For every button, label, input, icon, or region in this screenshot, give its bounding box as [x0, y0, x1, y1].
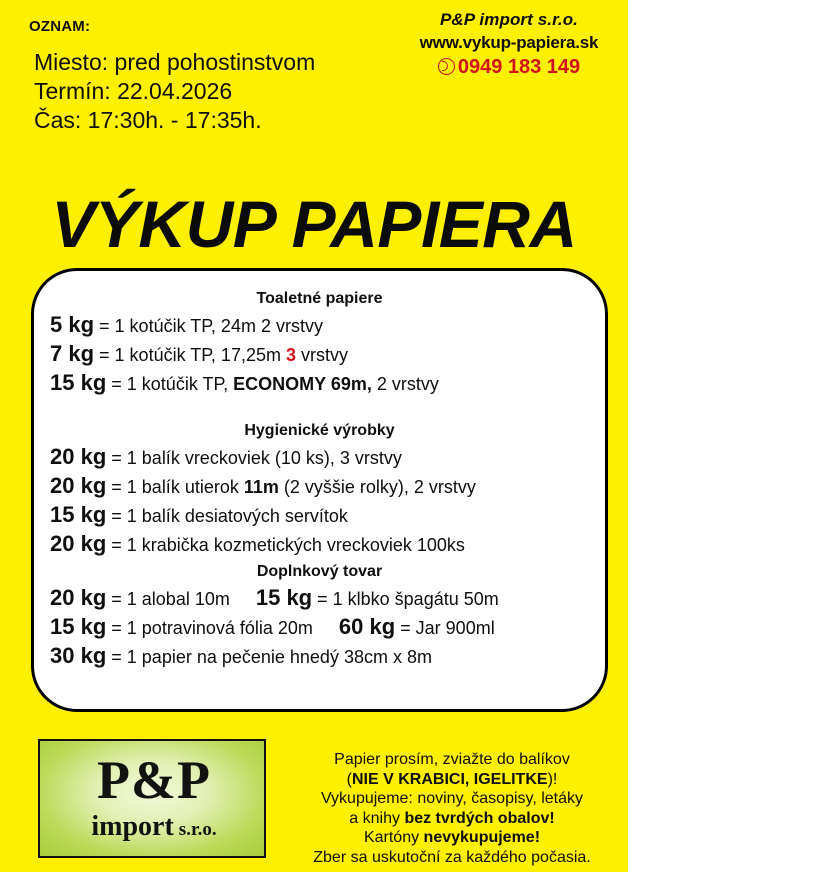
- footer-emphasis: nevykupujeme!: [423, 829, 541, 847]
- footer-line-2: [278, 789, 626, 809]
- phone-in-circle-icon: [438, 58, 455, 75]
- footer-text: Zber sa uskutoční za každého počasia.: [313, 848, 591, 866]
- rate-emphasis: 11m: [243, 477, 279, 497]
- rate-description: 2 vrstvy: [371, 374, 439, 394]
- rate-list-extra: [34, 584, 605, 671]
- footer-line-3: [278, 809, 626, 829]
- rate-row: [34, 642, 605, 671]
- rate-row: [34, 443, 605, 472]
- rate-list-toilet: [34, 311, 605, 398]
- footer-line-1: [278, 770, 626, 790]
- rate-description: = 1 balík utierok: [106, 477, 244, 497]
- rate-weight: 15 kg: [50, 502, 107, 527]
- rate-weight: 5 kg: [50, 312, 95, 337]
- footer-emphasis: bez tvrdých obalov!: [404, 809, 555, 827]
- section-heading-toilet: Toaletné papiere: [256, 290, 383, 307]
- rate-row: [34, 613, 605, 642]
- footer-text: Kartóny: [363, 829, 424, 847]
- rate-description: = 1 kotúčik TP,: [106, 374, 234, 394]
- logo-legal-suffix: s.r.o.: [178, 819, 217, 840]
- rate-weight: 15 kg: [50, 370, 107, 395]
- logo-subtitle: [40, 811, 268, 843]
- rate-emphasis: ECONOMY 69m,: [233, 374, 372, 394]
- footer-text: Papier prosím, zviažte do balíkov: [334, 751, 570, 768]
- rate-description: = 1 balík desiatových servítok: [106, 506, 348, 526]
- rate-weight: 60 kg: [338, 614, 396, 639]
- company-website: www.vykup-papiera.sk: [419, 33, 599, 52]
- rate-weight: 20 kg: [50, 585, 107, 610]
- rate-description: = 1 klbko špagátu 50m: [312, 589, 499, 609]
- footer-text: a knihy: [349, 809, 405, 827]
- rate-description: = Jar 900ml: [395, 618, 495, 638]
- footer-text: Vykupujeme: noviny, časopisy, letáky: [320, 790, 584, 808]
- company-contact-block: [390, 10, 628, 79]
- rate-weight: 20 kg: [50, 531, 107, 556]
- event-line-2: Čas: 17:30h. - 17:35h.: [34, 107, 262, 133]
- rate-weight: 7 kg: [50, 341, 95, 366]
- rate-weight: 15 kg: [50, 614, 107, 639]
- logo-wordmark: P&P: [97, 750, 211, 810]
- rate-description: (2 vyššie rolky), 2 vrstvy: [278, 477, 476, 497]
- rate-description: = 1 kotúčik TP, 24m 2 vrstvy: [94, 316, 323, 336]
- footer-text: (: [346, 770, 352, 788]
- rate-description: = 1 balík vreckoviek (10 ks), 3 vrstvy: [106, 448, 402, 468]
- footer-line-0: [278, 750, 626, 770]
- company-phone-row: [390, 56, 628, 79]
- event-line-1: Termín: 22.04.2026: [34, 78, 233, 104]
- rate-row: [34, 530, 605, 559]
- section-heading-hygiene: Hygienické výrobky: [244, 422, 395, 439]
- rate-row: [34, 369, 605, 398]
- footer-emphasis: NIE V KRABICI, IGELITKE: [351, 770, 548, 788]
- rates-panel: [31, 268, 608, 712]
- footer-instructions: [278, 750, 626, 868]
- poster-header: [0, 0, 628, 150]
- event-line-0: Miesto: pred pohostinstvom: [34, 49, 316, 75]
- rate-row: [34, 472, 605, 501]
- logo-subtitle-main: import: [91, 811, 174, 842]
- event-details: [34, 48, 315, 135]
- footer-line-5: [278, 848, 626, 868]
- rate-row: [34, 340, 605, 369]
- rate-description: vrstvy: [296, 345, 348, 365]
- rate-weight: 20 kg: [50, 444, 107, 469]
- section-heading-extra: Doplnkový tovar: [256, 563, 383, 580]
- rate-description: = 1 potravinová fólia 20m: [106, 618, 313, 638]
- rate-weight: 30 kg: [50, 643, 107, 668]
- footer-text: )!: [547, 770, 558, 788]
- rate-description: = 1 alobal 10m: [106, 589, 230, 609]
- rate-description: = 1 krabička kozmetických vreckoviek 100ks: [106, 535, 465, 555]
- notice-label: OZNAM:: [29, 18, 91, 35]
- rate-row: [34, 501, 605, 530]
- rate-weight: 20 kg: [50, 473, 107, 498]
- rate-description: = 1 papier na pečenie hnedý 38cm x 8m: [106, 647, 432, 667]
- rate-highlight: 3: [285, 345, 296, 365]
- page-title: VÝKUP PAPIERA: [51, 187, 577, 261]
- company-logo: [38, 739, 266, 858]
- rate-row: [34, 584, 605, 613]
- rate-description: = 1 kotúčik TP, 17,25m: [94, 345, 286, 365]
- footer-line-4: [278, 828, 626, 848]
- company-name: P&P import s.r.o.: [439, 10, 579, 29]
- rate-row: [34, 311, 605, 340]
- company-phone-number: 0949 183 149: [457, 56, 581, 78]
- rate-list-hygiene: [34, 443, 605, 559]
- rate-weight: 15 kg: [255, 585, 313, 610]
